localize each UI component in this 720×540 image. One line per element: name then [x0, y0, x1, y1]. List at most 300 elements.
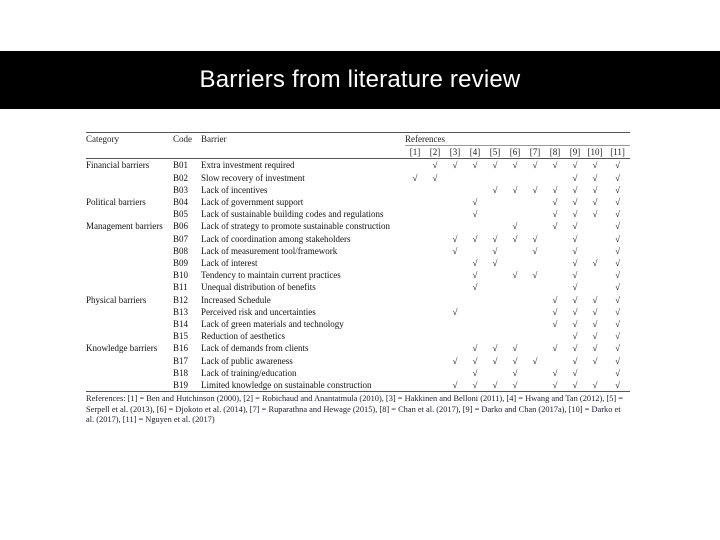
reference-check-cell: [405, 159, 425, 172]
checkmark-icon: √: [492, 160, 498, 171]
checkmark-icon: √: [432, 172, 438, 183]
reference-check-cell: [465, 184, 485, 196]
row-barrier: Limited knowledge on sustainable construction: [201, 379, 405, 392]
row-code: B02: [173, 172, 189, 183]
row-code: B09: [173, 258, 189, 269]
table-row: [86, 208, 630, 220]
table-row: [86, 196, 630, 208]
checkmark-icon: √: [472, 282, 478, 293]
checkmark-icon: √: [492, 380, 498, 391]
reference-check-cell: [545, 330, 565, 342]
row-category: [86, 184, 173, 196]
checkmark-icon: √: [572, 343, 578, 354]
reference-check-cell: [405, 379, 425, 392]
checkmark-icon: √: [552, 343, 558, 354]
reference-check-cell: [585, 367, 605, 379]
checkmark-icon: √: [572, 270, 578, 281]
reference-check-cell: [565, 318, 585, 330]
row-code: B15: [173, 331, 189, 342]
reference-check-cell: [465, 306, 485, 318]
row-barrier: Lack of coordination among stakeholders: [201, 233, 351, 244]
row-barrier: Lack of green materials and technology: [201, 319, 344, 330]
reference-check-cell: [585, 294, 605, 306]
ref-number-header: [6]: [505, 146, 525, 159]
table-row: [86, 233, 630, 245]
reference-check-cell: [525, 281, 545, 293]
table-row: [86, 159, 630, 172]
reference-check-cell: [425, 245, 445, 257]
reference-check-cell: [525, 172, 545, 184]
reference-check-cell: [545, 318, 565, 330]
reference-check-cell: [505, 367, 525, 379]
header-code: Code: [173, 133, 201, 146]
reference-check-cell: [485, 269, 505, 281]
row-barrier: Lack of training/education: [201, 367, 297, 378]
reference-check-cell: [405, 330, 425, 342]
row-barrier: Increased Schedule: [201, 294, 271, 305]
reference-check-cell: [505, 245, 525, 257]
reference-check-cell: [425, 379, 445, 392]
reference-check-cell: [505, 233, 525, 245]
reference-check-cell: [545, 281, 565, 293]
reference-check-cell: [525, 196, 545, 208]
checkmark-icon: √: [532, 245, 538, 256]
row-category: Physical barriers: [86, 294, 147, 305]
reference-check-cell: [565, 257, 585, 269]
reference-check-cell: [545, 306, 565, 318]
reference-check-cell: [525, 330, 545, 342]
checkmark-icon: √: [615, 367, 621, 378]
row-barrier: Extra investment required: [201, 160, 295, 171]
checkmark-icon: √: [452, 160, 458, 171]
checkmark-icon: √: [615, 294, 621, 305]
checkmark-icon: √: [572, 209, 578, 220]
ref-number-header: [9]: [565, 146, 585, 159]
row-barrier: Unequal distribution of benefits: [201, 282, 316, 293]
table-row: [86, 294, 630, 306]
checkmark-icon: √: [472, 258, 478, 269]
reference-check-cell: [505, 220, 525, 232]
header-barrier: Barrier: [201, 133, 405, 146]
checkmark-icon: √: [615, 355, 621, 366]
row-code: B11: [173, 282, 188, 293]
reference-check-cell: [485, 379, 505, 392]
table-row: [86, 318, 630, 330]
checkmark-icon: √: [472, 367, 478, 378]
ref-number-header: [2]: [425, 146, 445, 159]
reference-check-cell: [605, 318, 630, 330]
checkmark-icon: √: [592, 258, 598, 269]
reference-check-cell: [445, 355, 465, 367]
reference-check-cell: [565, 159, 585, 172]
checkmark-icon: √: [492, 258, 498, 269]
row-category: [86, 245, 173, 257]
row-category: Political barriers: [86, 197, 146, 208]
reference-check-cell: [565, 306, 585, 318]
reference-check-cell: [605, 159, 630, 172]
reference-check-cell: [505, 306, 525, 318]
row-barrier: Lack of strategy to promote sustainable construction: [201, 221, 390, 232]
checkmark-icon: √: [615, 197, 621, 208]
reference-check-cell: [405, 172, 425, 184]
table-row: [86, 306, 630, 318]
reference-check-cell: [605, 379, 630, 392]
checkmark-icon: √: [472, 270, 478, 281]
references-note: References: [1] = Ben and Hutchinson (2000), [2] = Robichaud and Anantatmula (2010), [3] = Hakkinen and Belloni (2011), [4] = Hwang and Tan (2012), [5] = Serpell et al. (2013), [6] = Djokoto et al. (2014), [7] = Ruparathna and Hewage (2015), [8] = Chan et al. (2017), [9] = Darko and Chan (2017a), [10] = Darko et al. (2017), [11] = Nguyen et al. (2017): [86, 394, 624, 425]
row-code: B14: [173, 319, 189, 330]
reference-check-cell: [545, 159, 565, 172]
reference-check-cell: [485, 318, 505, 330]
reference-check-cell: [605, 281, 630, 293]
checkmark-icon: √: [592, 294, 598, 305]
reference-check-cell: [405, 342, 425, 354]
checkmark-icon: √: [592, 172, 598, 183]
reference-check-cell: [505, 257, 525, 269]
checkmark-icon: √: [552, 197, 558, 208]
ref-number-header: [10]: [585, 146, 605, 159]
reference-check-cell: [505, 330, 525, 342]
reference-check-cell: [465, 269, 485, 281]
row-code: B19: [173, 379, 201, 392]
ref-number-header: [5]: [485, 146, 505, 159]
reference-check-cell: [405, 355, 425, 367]
reference-check-cell: [605, 367, 630, 379]
reference-check-cell: [525, 342, 545, 354]
reference-check-cell: [585, 318, 605, 330]
reference-check-cell: [605, 342, 630, 354]
reference-check-cell: [505, 172, 525, 184]
reference-check-cell: [505, 196, 525, 208]
reference-check-cell: [565, 196, 585, 208]
reference-check-cell: [565, 367, 585, 379]
reference-check-cell: [485, 172, 505, 184]
reference-check-cell: [445, 379, 465, 392]
checkmark-icon: √: [512, 367, 518, 378]
row-code: B10: [173, 270, 189, 281]
reference-check-cell: [405, 367, 425, 379]
checkmark-icon: √: [532, 184, 538, 195]
reference-check-cell: [485, 208, 505, 220]
reference-check-cell: [605, 294, 630, 306]
reference-check-cell: [605, 233, 630, 245]
reference-check-cell: [465, 294, 485, 306]
checkmark-icon: √: [472, 380, 478, 391]
checkmark-icon: √: [615, 270, 621, 281]
checkmark-icon: √: [592, 343, 598, 354]
reference-check-cell: [525, 159, 545, 172]
row-code: B13: [173, 306, 189, 317]
reference-check-cell: [565, 208, 585, 220]
reference-check-cell: [425, 318, 445, 330]
reference-check-cell: [405, 318, 425, 330]
header-category: Category: [86, 133, 173, 146]
checkmark-icon: √: [592, 209, 598, 220]
checkmark-icon: √: [615, 160, 621, 171]
reference-check-cell: [445, 245, 465, 257]
checkmark-icon: √: [452, 355, 458, 366]
checkmark-icon: √: [615, 319, 621, 330]
reference-check-cell: [425, 208, 445, 220]
reference-check-cell: [465, 220, 485, 232]
ref-number-header: [3]: [445, 146, 465, 159]
reference-check-cell: [445, 159, 465, 172]
table-row: [86, 342, 630, 354]
checkmark-icon: √: [532, 233, 538, 244]
row-barrier: Perceived risk and uncertainties: [201, 306, 316, 317]
row-category: [86, 367, 173, 379]
row-barrier: Tendency to maintain current practices: [201, 270, 341, 281]
table-body: [86, 159, 630, 392]
checkmark-icon: √: [492, 343, 498, 354]
checkmark-icon: √: [452, 306, 458, 317]
reference-check-cell: [605, 355, 630, 367]
row-code: B18: [173, 367, 189, 378]
reference-check-cell: [425, 172, 445, 184]
checkmark-icon: √: [572, 184, 578, 195]
reference-check-cell: [525, 379, 545, 392]
reference-check-cell: [485, 342, 505, 354]
reference-check-cell: [585, 233, 605, 245]
checkmark-icon: √: [615, 306, 621, 317]
reference-check-cell: [565, 379, 585, 392]
reference-check-cell: [545, 367, 565, 379]
reference-check-cell: [545, 342, 565, 354]
reference-check-cell: [525, 318, 545, 330]
reference-check-cell: [445, 208, 465, 220]
row-barrier: Lack of incentives: [201, 184, 268, 195]
checkmark-icon: √: [512, 380, 518, 391]
checkmark-icon: √: [572, 367, 578, 378]
row-code: B01: [173, 160, 189, 171]
checkmark-icon: √: [572, 282, 578, 293]
checkmark-icon: √: [512, 270, 518, 281]
row-category: [86, 306, 173, 318]
reference-check-cell: [585, 355, 605, 367]
reference-check-cell: [445, 184, 465, 196]
barriers-table: [86, 132, 630, 392]
reference-check-cell: [445, 367, 465, 379]
checkmark-icon: √: [615, 221, 621, 232]
table-row: [86, 367, 630, 379]
reference-check-cell: [585, 342, 605, 354]
reference-check-cell: [505, 281, 525, 293]
reference-check-cell: [525, 220, 545, 232]
reference-check-cell: [545, 172, 565, 184]
table-row: [86, 269, 630, 281]
checkmark-icon: √: [615, 172, 621, 183]
row-barrier: Lack of demands from clients: [201, 343, 309, 354]
checkmark-icon: √: [572, 197, 578, 208]
reference-check-cell: [545, 294, 565, 306]
table-row: [86, 257, 630, 269]
row-code: B08: [173, 245, 189, 256]
row-category: [86, 172, 173, 184]
row-code: B16: [173, 343, 189, 354]
checkmark-icon: √: [592, 160, 598, 171]
reference-check-cell: [505, 318, 525, 330]
checkmark-icon: √: [472, 355, 478, 366]
row-code: B05: [173, 209, 189, 220]
reference-check-cell: [585, 159, 605, 172]
row-code: B12: [173, 294, 189, 305]
reference-check-cell: [465, 159, 485, 172]
checkmark-icon: √: [492, 245, 498, 256]
reference-check-cell: [425, 294, 445, 306]
reference-check-cell: [505, 208, 525, 220]
reference-check-cell: [405, 281, 425, 293]
reference-check-cell: [485, 355, 505, 367]
checkmark-icon: √: [572, 306, 578, 317]
row-category: [86, 330, 173, 342]
reference-check-cell: [425, 159, 445, 172]
reference-check-cell: [545, 257, 565, 269]
checkmark-icon: √: [615, 343, 621, 354]
reference-check-cell: [465, 318, 485, 330]
reference-check-cell: [425, 330, 445, 342]
checkmark-icon: √: [552, 380, 558, 391]
reference-check-cell: [405, 233, 425, 245]
reference-check-cell: [585, 330, 605, 342]
reference-check-cell: [425, 184, 445, 196]
reference-check-cell: [525, 355, 545, 367]
row-barrier: Lack of sustainable building codes and regulations: [201, 209, 384, 220]
reference-check-cell: [565, 184, 585, 196]
reference-check-cell: [445, 330, 465, 342]
table-row: [86, 379, 630, 392]
reference-check-cell: [405, 269, 425, 281]
row-barrier: Lack of measurement tool/framework: [201, 245, 338, 256]
checkmark-icon: √: [452, 233, 458, 244]
reference-check-cell: [545, 184, 565, 196]
reference-check-cell: [605, 172, 630, 184]
checkmark-icon: √: [592, 197, 598, 208]
checkmark-icon: √: [572, 294, 578, 305]
reference-check-cell: [465, 172, 485, 184]
row-barrier: Reduction of aesthetics: [201, 331, 285, 342]
checkmark-icon: √: [615, 258, 621, 269]
reference-check-cell: [565, 281, 585, 293]
reference-check-cell: [425, 196, 445, 208]
slide-title: Barriers from literature review: [199, 66, 521, 93]
checkmark-icon: √: [615, 184, 621, 195]
reference-check-cell: [605, 245, 630, 257]
reference-check-cell: [505, 355, 525, 367]
reference-check-cell: [585, 196, 605, 208]
reference-check-cell: [445, 172, 465, 184]
row-category: [86, 208, 173, 220]
table-row: [86, 220, 630, 232]
reference-check-cell: [485, 196, 505, 208]
reference-check-cell: [605, 208, 630, 220]
reference-check-cell: [485, 220, 505, 232]
reference-check-cell: [465, 233, 485, 245]
checkmark-icon: √: [572, 160, 578, 171]
reference-check-cell: [405, 208, 425, 220]
reference-check-cell: [585, 245, 605, 257]
checkmark-icon: √: [592, 380, 598, 391]
checkmark-icon: √: [572, 221, 578, 232]
reference-check-cell: [585, 306, 605, 318]
reference-check-cell: [545, 245, 565, 257]
checkmark-icon: √: [492, 355, 498, 366]
reference-check-cell: [565, 342, 585, 354]
reference-check-cell: [505, 269, 525, 281]
ref-number-header: [11]: [605, 146, 630, 159]
reference-check-cell: [405, 196, 425, 208]
checkmark-icon: √: [572, 258, 578, 269]
reference-check-cell: [585, 208, 605, 220]
reference-check-cell: [425, 367, 445, 379]
reference-check-cell: [485, 294, 505, 306]
reference-check-cell: [605, 330, 630, 342]
ref-number-header: [1]: [405, 146, 425, 159]
reference-check-cell: [525, 208, 545, 220]
reference-check-cell: [545, 379, 565, 392]
checkmark-icon: √: [512, 343, 518, 354]
reference-check-cell: [485, 330, 505, 342]
checkmark-icon: √: [552, 160, 558, 171]
checkmark-icon: √: [512, 355, 518, 366]
reference-check-cell: [565, 330, 585, 342]
row-category: Financial barriers: [86, 160, 150, 171]
checkmark-icon: √: [512, 160, 518, 171]
reference-check-cell: [545, 269, 565, 281]
row-code: B07: [173, 233, 189, 244]
ref-number-header: [7]: [525, 146, 545, 159]
checkmark-icon: √: [572, 245, 578, 256]
checkmark-icon: √: [615, 282, 621, 293]
reference-check-cell: [405, 257, 425, 269]
reference-check-cell: [605, 306, 630, 318]
reference-check-cell: [405, 245, 425, 257]
reference-check-cell: [525, 306, 545, 318]
checkmark-icon: √: [472, 343, 478, 354]
reference-check-cell: [505, 342, 525, 354]
reference-check-cell: [465, 367, 485, 379]
reference-check-cell: [605, 220, 630, 232]
checkmark-icon: √: [552, 367, 558, 378]
checkmark-icon: √: [572, 233, 578, 244]
row-category: [86, 233, 173, 245]
reference-check-cell: [425, 220, 445, 232]
table-header-row: [86, 133, 630, 146]
reference-check-cell: [445, 281, 465, 293]
reference-check-cell: [485, 245, 505, 257]
reference-check-cell: [465, 196, 485, 208]
reference-check-cell: [505, 184, 525, 196]
reference-check-cell: [565, 294, 585, 306]
row-code: B04: [173, 197, 189, 208]
reference-number-row: [86, 146, 630, 159]
reference-check-cell: [445, 318, 465, 330]
checkmark-icon: √: [572, 380, 578, 391]
reference-check-cell: [425, 306, 445, 318]
reference-check-cell: [485, 281, 505, 293]
reference-check-cell: [445, 294, 465, 306]
reference-check-cell: [465, 342, 485, 354]
checkmark-icon: √: [615, 380, 621, 391]
reference-check-cell: [445, 269, 465, 281]
table-row: [86, 245, 630, 257]
checkmark-icon: √: [472, 197, 478, 208]
table-row: [86, 184, 630, 196]
checkmark-icon: √: [492, 233, 498, 244]
row-category: Knowledge barriers: [86, 343, 158, 354]
reference-check-cell: [605, 196, 630, 208]
reference-check-cell: [425, 281, 445, 293]
checkmark-icon: √: [512, 233, 518, 244]
reference-check-cell: [545, 355, 565, 367]
